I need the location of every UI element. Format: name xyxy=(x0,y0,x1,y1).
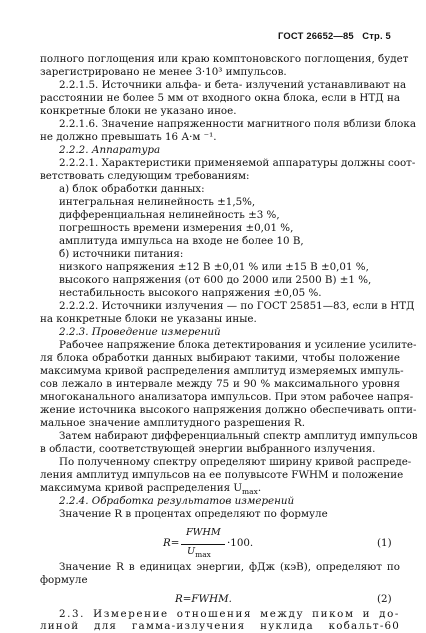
formula-lhs: R= xyxy=(163,537,180,549)
denominator-subscript: max xyxy=(195,549,211,559)
list-item: б) источники питания: xyxy=(59,248,184,260)
text-line: жение источника высокого напряжения должно обеспечивать опти- xyxy=(40,404,417,416)
text-line: мальное значение амплитудного разрешения R. xyxy=(40,417,305,429)
fraction-bar xyxy=(181,544,225,545)
text-line: 2.2.1.5. Источники альфа- и бета- излучений устанавливают на xyxy=(59,79,407,91)
list-item: амплитуда импульса на входе не более 10 В, xyxy=(59,235,304,247)
text-line: расстоянии не более 5 мм от входного окна блока, если в НТД на xyxy=(40,92,400,104)
text-line: на конкретные блоки не указаны иные. xyxy=(40,313,257,325)
text-line: в области, соответствующей энергии выбранного излучения. xyxy=(40,443,376,455)
list-item: интегральная нелинейность ±1,5%, xyxy=(59,196,256,208)
text-line: Затем набирают дифференциальный спектр амплитуд импульсов xyxy=(59,430,418,442)
text-line: ления амплитуд импульсов на ее полувысоте FWHM и положение xyxy=(40,469,404,481)
denominator-var: U xyxy=(187,546,196,557)
text-line: многоканального анализатора импульсов. При этом рабочее напря- xyxy=(40,391,414,403)
text-line: формуле xyxy=(40,574,88,586)
text-line: конкретные блоки не указано иное. xyxy=(40,105,237,117)
text-line: не должно превышать 16 А·м ⁻¹. xyxy=(40,131,217,143)
text-span: . xyxy=(257,482,262,494)
list-item: высокого напряжения (от 600 до 2000 или 2500 В) ±1 %, xyxy=(59,274,372,286)
list-item: а) блок обработки данных: xyxy=(59,183,205,195)
formula-numerator: FWHM xyxy=(186,527,221,538)
text-line: 2.2.2.1. Характеристики применяемой аппаратуры должны соот- xyxy=(59,157,416,169)
text-line: полного поглощения или краю комптоновского поглощения, будет xyxy=(40,53,409,65)
list-item: погрешность времени измерения ±0,01 %, xyxy=(59,222,294,234)
section-heading: линой для гамма-излучения нуклида кобальт-60 xyxy=(40,620,400,632)
page-header xyxy=(278,30,391,41)
standard-number: ГОСТ 26652—85 xyxy=(278,30,354,41)
list-item: дифференциальная нелинейность ±3 %, xyxy=(59,209,280,221)
section-heading: 2.2.4. Обработка результатов измерений xyxy=(59,495,295,507)
text-line: По полученному спектру определяют ширину кривой распреде- xyxy=(59,456,412,468)
formula-text: R=FWHM. xyxy=(175,593,232,605)
page-number: Стр. 5 xyxy=(362,30,391,41)
section-heading: 2.2.3. Проведение измерений xyxy=(59,326,221,338)
text-line: 2.2.1.6. Значение напряженности магнитного поля вблизи блока xyxy=(59,118,416,130)
text-line: сов лежало в интервале между 75 и 90 % максимального уровня xyxy=(40,378,400,390)
text-line: 2.2.2.2. Источники излучения — по ГОСТ 25851—83, если в НТД xyxy=(59,300,415,312)
text-line: максимума кривой распределения амплитуд измеряемых импуль- xyxy=(40,365,404,377)
text-line: ветствовать следующим требованиям: xyxy=(40,170,250,182)
formula-tail: ·100. xyxy=(227,537,254,549)
text-line: зарегистрировано не менее 3·10³ импульсов. xyxy=(40,66,287,78)
text-line: Значение R в единицах энергии, фДж (кэВ), определяют по xyxy=(59,561,400,573)
subscript: max xyxy=(242,487,258,497)
text-line: ля блока обработки данных выбирают такими, чтобы положение xyxy=(40,352,400,364)
section-heading: 2.3. Измерение отношения между пиком и до- xyxy=(59,608,400,620)
text-span: максимума кривой распределения U xyxy=(40,482,243,494)
formula-number: (1) xyxy=(377,537,392,549)
formula-number: (2) xyxy=(377,593,392,605)
text-line: Рабочее напряжение блока детектирования и усиление усилите- xyxy=(59,339,417,351)
list-item: нестабильность высокого напряжения ±0,05 %. xyxy=(59,287,322,299)
formula-denominator xyxy=(187,546,211,559)
text-line: Значение R в процентах определяют по формуле xyxy=(59,508,328,520)
list-item: низкого напряжения ±12 В ±0,01 % или ±15 В ±0,01 %, xyxy=(59,261,369,273)
section-heading: 2.2.2. Аппаратура xyxy=(59,144,161,156)
